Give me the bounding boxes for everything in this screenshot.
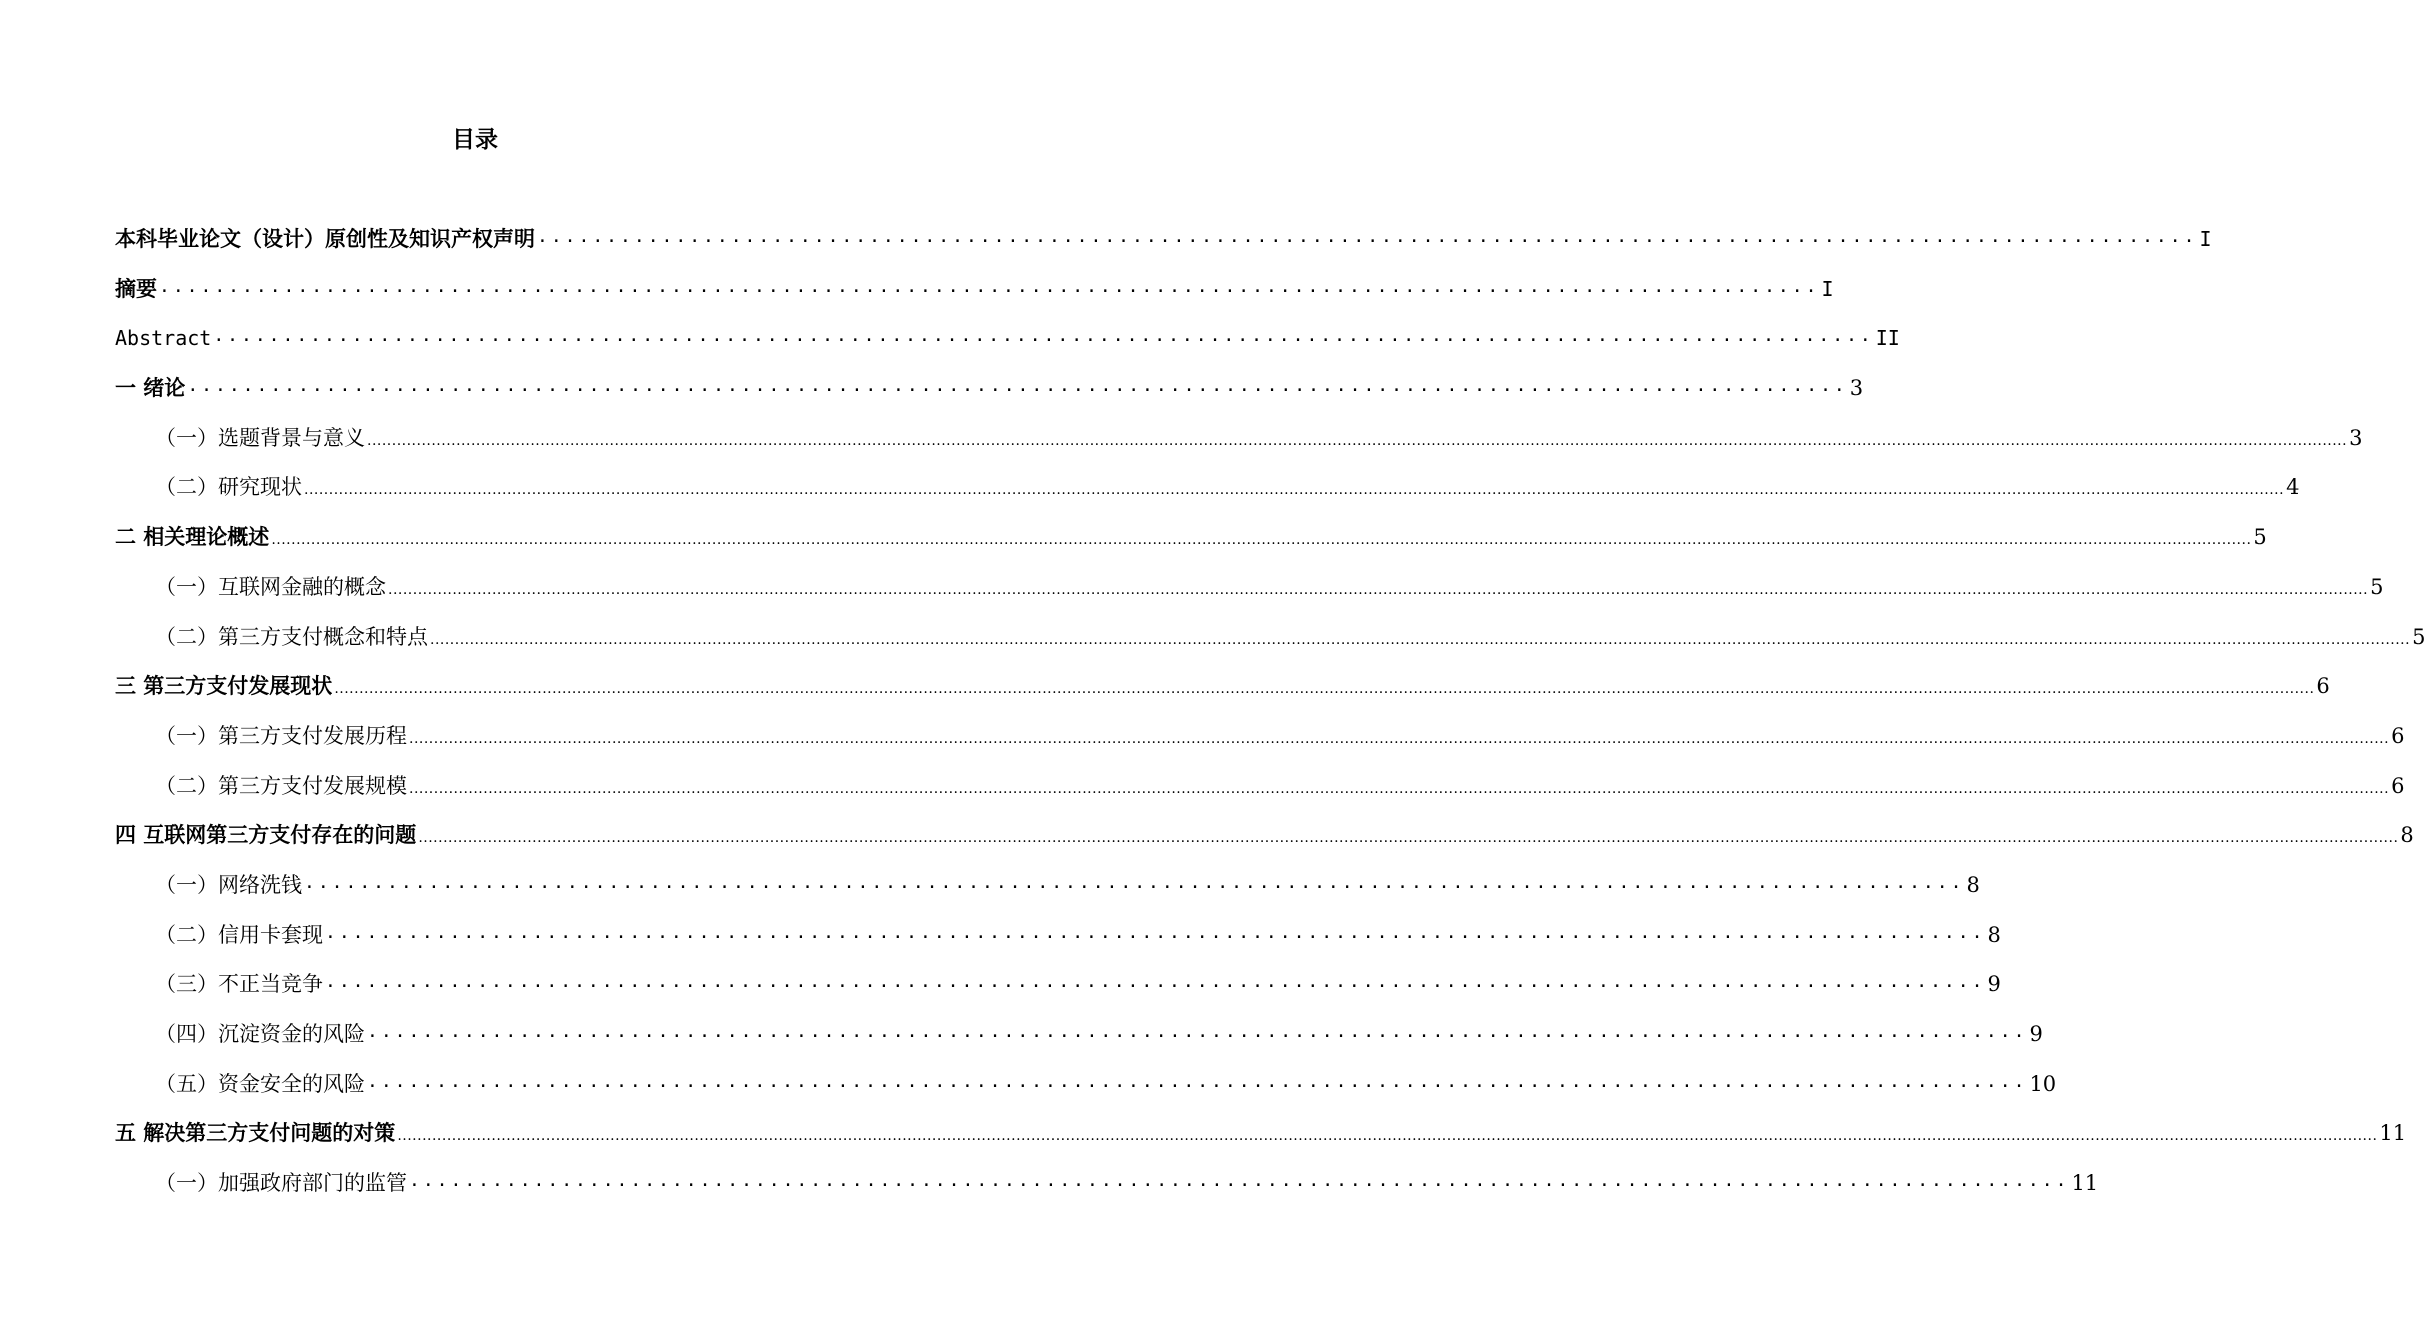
toc-entry [115,1010,2043,1060]
toc-leader: ........................................................................................................................ [304,871,1965,893]
toc-page-number: 3 [1849,376,1864,401]
toc-entry [115,364,1864,414]
toc-entry [115,563,2384,613]
toc-entry-label: 一 绪论 [115,376,186,401]
toc-leader: ................................................................................................................................................................................................................................................................................................................................................................................................................ [271,532,2252,549]
toc-page-number: 11 [2071,1171,2099,1196]
toc-leader: ........................................................................................................................ [325,921,1986,943]
toc-entry-label: （一）加强政府部门的监管 [155,1171,407,1196]
toc-entry-label: （五）资金安全的风险 [155,1071,365,1096]
toc-page-number: 9 [1987,972,2001,997]
toc-entry [115,215,2212,265]
toc-entry [115,463,2300,513]
toc-leader: ................................................................................................................................................................................................................................................................................................................................................................................................................ [418,830,2399,847]
toc-entry-label: （二）信用卡套现 [155,922,323,947]
toc-entry-label: （二）第三方支付概念和特点 [155,624,428,649]
toc-leader: ................................................................................................................................................................................................................................................................................................................................................................................................................ [409,730,2390,747]
toc-entry [115,762,2405,812]
toc-entry-label: （一）互联网金融的概念 [155,574,386,599]
toc-entry-label: （二）第三方支付发展规模 [155,773,407,798]
toc-leader: ........................................................................................................................ [409,1170,2070,1192]
toc-entry [115,265,1834,315]
toc-entry [115,811,2414,861]
toc-entry [115,960,2001,1010]
toc-entry [115,712,2405,762]
toc-entry-label: （一）选题背景与意义 [155,425,365,450]
toc-leader: ................................................................................................................................................................................................................................................................................................................................................................................................................ [430,631,2411,648]
toc-page-number: 5 [2253,525,2267,550]
toc-leader: ................................................................................................................................................................................................................................................................................................................................................................................................................ [397,1128,2378,1145]
toc-entry [115,1159,2099,1209]
toc-page-number: 11 [2379,1121,2407,1146]
toc-leader: ................................................................................................................................................................................................................................................................................................................................................................................................................ [367,432,2348,449]
toc-entry-label: （一）网络洗钱 [155,872,302,897]
toc-entry [115,414,2363,464]
toc-entry-label: （二）研究现状 [155,475,302,500]
toc-entry-label: 摘要 [115,276,157,301]
toc-page-number: 6 [2391,773,2405,798]
toc-page-number: 5 [2412,624,2425,649]
toc-page-number: 8 [2400,823,2414,848]
toc-page-number: 3 [2349,425,2363,450]
toc-leader: ........................................................................................................................ [325,971,1986,993]
toc-entry [115,613,2425,663]
toc-title: 目录 [452,127,498,153]
toc-leader: ................................................................................................................................................................................................................................................................................................................................................................................................................ [304,482,2285,499]
toc-leader: ................................................................................................................................................................................................................................................................................................................................................................................................................ [388,581,2369,598]
toc-entry [115,1060,2057,1110]
toc-leader: ........................................................................................................................ [367,1070,2028,1092]
toc-page-number: 10 [2029,1071,2057,1096]
toc-entry [115,314,1900,364]
toc-entry [115,662,2330,712]
toc-leader: ........................................................................................................................ [213,325,1874,347]
toc-list [115,215,2425,1209]
toc-entry [115,861,1980,911]
toc-page-number: 6 [2316,674,2330,699]
toc-leader: ........................................................................................................................ [159,275,1820,297]
toc-page-number: 4 [2286,475,2300,500]
toc-entry-label: 三 第三方支付发展现状 [115,674,333,699]
toc-entry-label: （一）第三方支付发展历程 [155,723,407,748]
toc-leader: ................................................................................................................................................................................................................................................................................................................................................................................................................ [409,780,2390,797]
toc-page-number: 5 [2370,574,2384,599]
toc-entry [115,1109,2407,1159]
toc-entry-label: 五 解决第三方支付问题的对策 [115,1121,396,1146]
toc-page-number: I [1821,276,1834,301]
toc-entry [115,513,2267,563]
toc-entry-label: 四 互联网第三方支付存在的问题 [115,823,417,848]
toc-page-number: 8 [1987,922,2001,947]
toc-entry-label: 本科毕业论文（设计）原创性及知识产权声明 [115,227,535,251]
toc-entry-label: Abstract [115,326,212,351]
toc-leader: ........................................................................................................................ [367,1021,2028,1042]
toc-page-number: 8 [1966,872,1980,897]
toc-page-number: 9 [2029,1022,2043,1046]
toc-page-number: II [1875,326,1900,351]
toc-entry-label: （四）沉淀资金的风险 [155,1022,365,1046]
toc-entry-label: 二 相关理论概述 [115,525,270,550]
toc-page-number: I [2199,227,2212,251]
toc-entry-label: （三）不正当竞争 [155,972,323,997]
toc-page-number: 6 [2391,723,2405,748]
toc-leader: ........................................................................................................................ [187,375,1848,397]
toc-leader: ................................................................................................................................................................................................................................................................................................................................................................................................................ [334,681,2315,698]
toc-entry [115,911,2001,961]
toc-leader: ........................................................................................................................ [537,226,2198,247]
